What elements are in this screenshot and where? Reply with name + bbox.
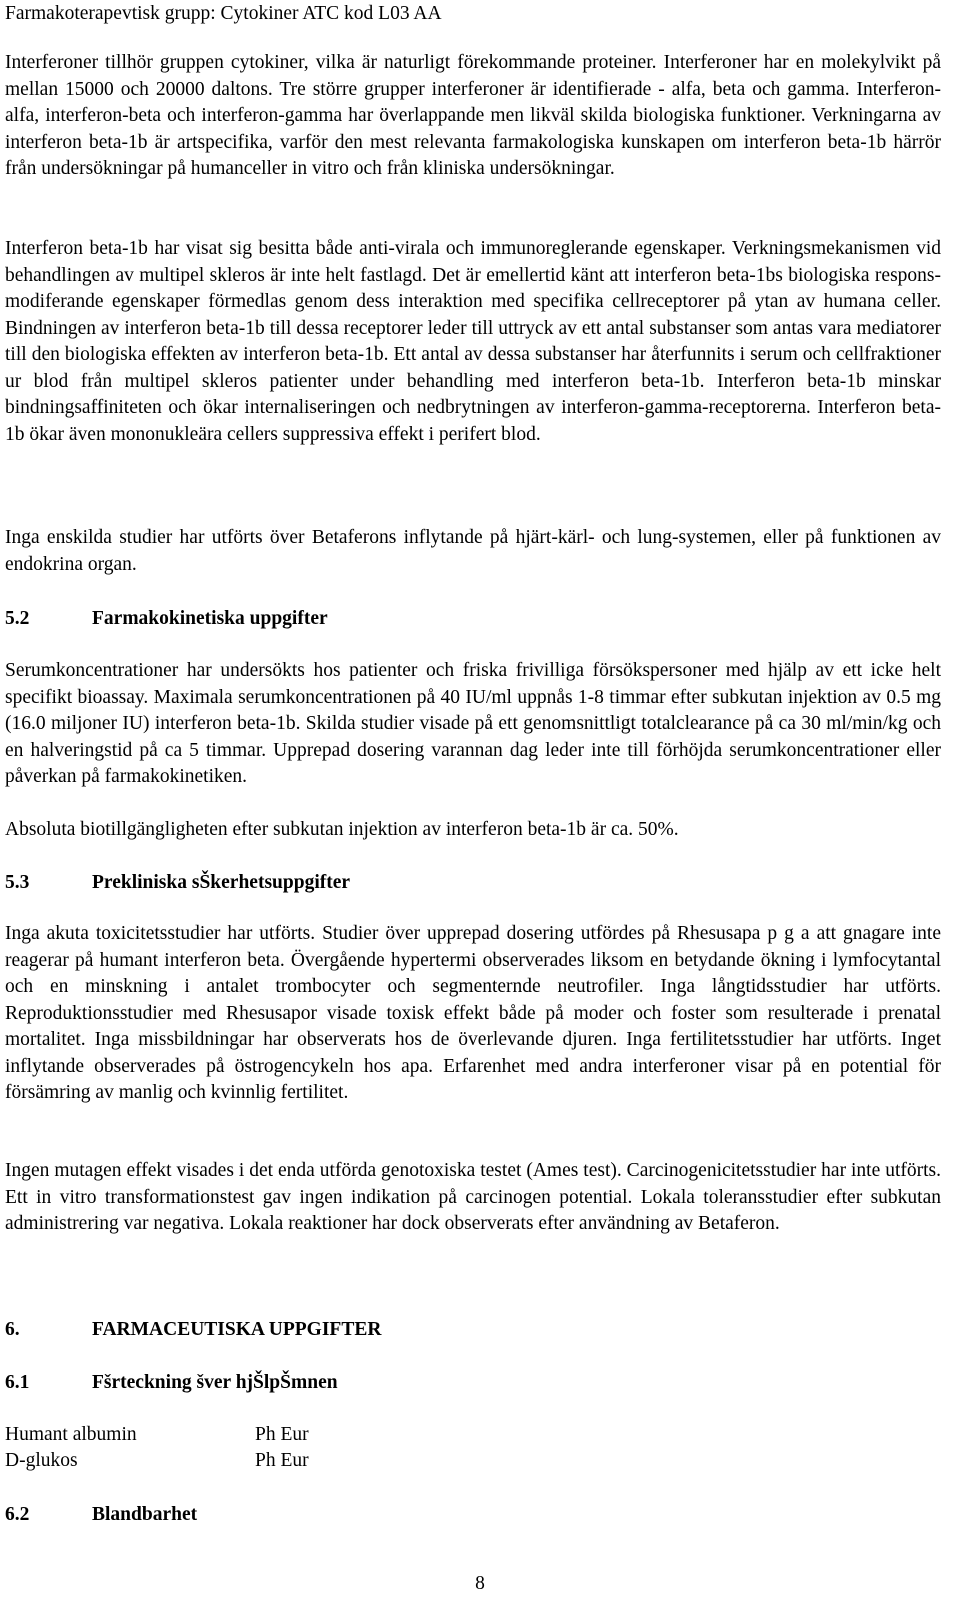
- page-number: 8: [475, 1573, 485, 1594]
- section-heading-6-2: [5, 1502, 941, 1528]
- excipient-row: [5, 1448, 941, 1474]
- section-number: 6.2: [5, 1504, 30, 1525]
- excipient-ref: Ph Eur: [255, 1450, 309, 1471]
- paragraph-mutagenicity: Ingen mutagen effekt visades i det enda utförda genotoxiska testet (Ames test). Carcinogenicitetsstudier har inte utförts. Ett in vitro transformationstest gav ingen indikation på carcinogen potential. Lokala toleransstudier efter subkutan administrering var negativa. Lokala reaktioner har dock observerats efter användning av Betaferon.: [5, 1160, 941, 1234]
- excipient-ref: Ph Eur: [255, 1424, 309, 1445]
- section-heading-5-3: [5, 870, 941, 896]
- section-title: Blandbarhet: [92, 1504, 198, 1525]
- section-title: Farmakokinetiska uppgifter: [92, 608, 328, 629]
- excipient-name: Humant albumin: [5, 1424, 137, 1445]
- section-number: 6.: [5, 1319, 20, 1340]
- section-number: 5.2: [5, 608, 30, 629]
- paragraph-bioavailability: Absoluta biotillgängligheten efter subkutan injektion av interferon beta-1b är ca. 50%.: [5, 819, 679, 840]
- excipient-name: D-glukos: [5, 1450, 78, 1471]
- section-heading-5-2: [5, 606, 941, 632]
- paragraph-toxicity: Inga akuta toxicitetsstudier har utförts. Studier över upprepad dosering utfördes på Rhesusapa p g a att gnagare inte reagerar på humant interferon beta. Övergående hypertermi observerades liksom en betydande ökning i lymfocytantal och en minskning i antalet trombocyter och segmenternde neutrofiler. Inga långtidsstudier har utförts. Reproduktionsstudier med Rhesusapor visade toxisk effekt både på moder och foster som resulterade i prenatal mortalitet. Inga missbildningar har observerats hos de överlevande djuren. Inga fertilitetsstudier har utförts. Inget inflytande observerades på östrogencykeln hos apa. Erfarenhet med andra interferoner visar på en potential för försämring av manlig och kvinnlig fertilitet.: [5, 923, 941, 1103]
- section-number: 5.3: [5, 872, 30, 893]
- section-title: FARMACEUTISKA UPPGIFTER: [92, 1319, 382, 1340]
- section-heading-6: [5, 1317, 941, 1343]
- section-title: Fšrteckning šver hjŠlpŠmnen: [92, 1372, 338, 1393]
- page-header: Farmakoterapevtisk grupp: Cytokiner ATC kod L03 AA: [5, 3, 442, 24]
- excipient-row: [5, 1422, 941, 1448]
- paragraph-pharmacokinetics: Serumkoncentrationer har undersökts hos patienter och friska frivilliga försökspersoner med hjälp av ett icke helt specifikt bioassay. Maximala serumkoncentrationen på 40 IU/ml uppnås 1-8 timmar efter subkutan injektion av 0.5 mg (16.0 miljoner IU) interferon beta-1b. Skilda studier visade på ett genomsnittligt totalclearance på ca 30 ml/min/kg och en halveringstid på ca 5 timmar. Upprepad dosering varannan dag leder inte till förhöjda serumkoncentrationer eller påverkan på farmakokinetiken.: [5, 660, 941, 787]
- paragraph-mechanism: Interferon beta-1b har visat sig besitta både anti-virala och immunoreglerande egenskaper. Verkningsmekanismen vid behandlingen av multipel skleros är inte helt fastlagd. Det är emellertid känt att interferon beta-1bs biologiska respons-modiferande egenskaper förmedlas genom dess interaktion med specifika cellreceptorer på ytan av humana celler. Bindningen av interferon beta-1b till dessa receptorer leder till uttryck av ett antal substanser som antas vara mediatorer till den biologiska effekten av interferon beta-1b. Ett antal av dessa substanser har återfunnits i serum och cellfraktioner ur blod från multipel skleros patienter under behandling med interferon beta-1b. Interferon beta-1b minskar bindningsaffiniteten och ökar internaliseringen och nedbrytningen av interferon-gamma-receptorerna. Interferon beta-1b ökar även mononukleära cellers suppressiva effekt i perifert blod.: [5, 238, 941, 445]
- section-number: 6.1: [5, 1372, 30, 1393]
- paragraph-interferons-intro: Interferoner tillhör gruppen cytokiner, vilka är naturligt förekommande proteiner. Interferoner har en molekylvikt på mellan 15000 och 20000 daltons. Tre större grupper interferoner är identifierade - alfa, beta och gamma. Interferon-alfa, interferon-beta och interferon-gamma har överlappande men likväl skilda biologiska funktioner. Verkningarna av interferon beta-1b är artspecifika, varför den mest relevanta farmakologiska kunskapen om interferon beta-1b härrör från undersökningar på humanceller in vitro och från kliniska undersökningar.: [5, 52, 941, 179]
- section-heading-6-1: [5, 1370, 941, 1396]
- section-title: Prekliniska sŠkerhetsuppgifter: [92, 872, 351, 893]
- paragraph-organ-studies: Inga enskilda studier har utförts över Betaferons inflytande på hjärt-kärl- och lung-systemen, eller på funktionen av endokrina organ.: [5, 527, 941, 575]
